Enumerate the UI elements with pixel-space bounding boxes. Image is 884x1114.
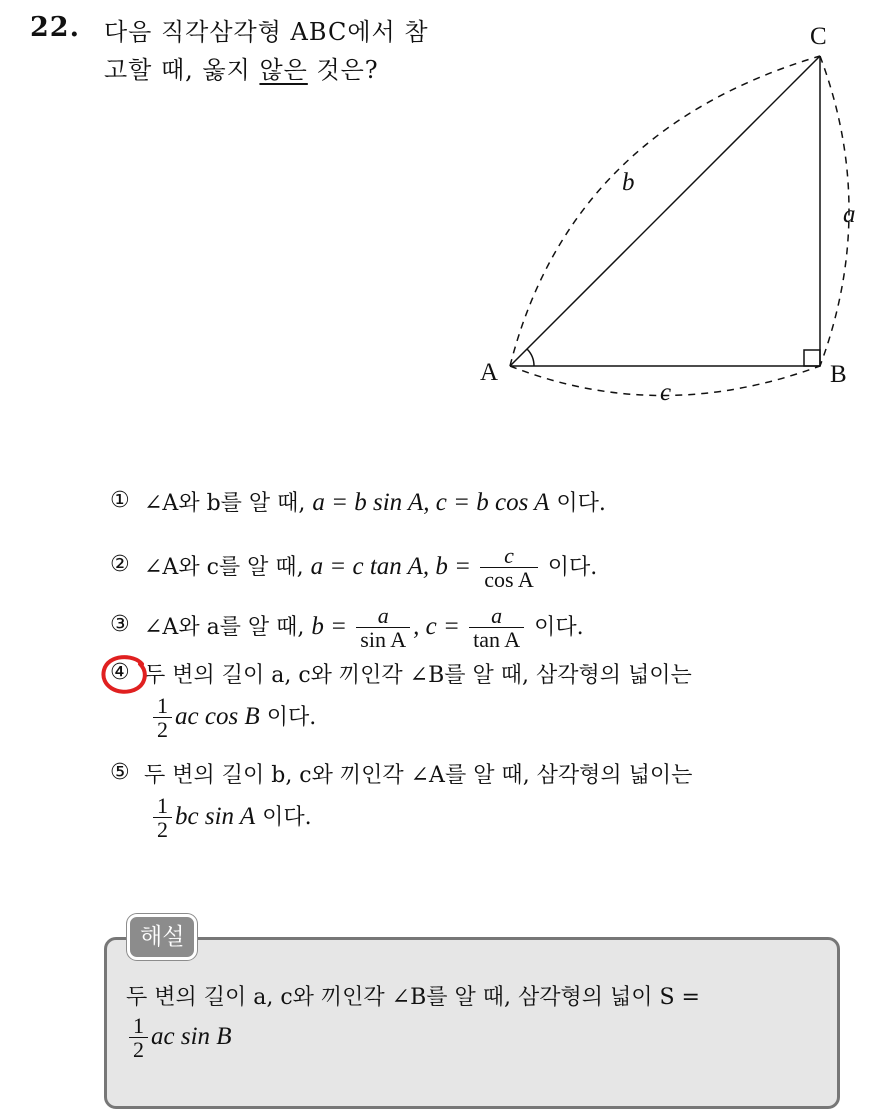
angle-a-arc bbox=[527, 349, 534, 366]
choice-1[interactable]: ① ∠A와 b를 알 때, a = b sin A, c = b cos A 이다. bbox=[110, 488, 606, 516]
question-text-line1: 다음 직각삼각형 ABC에서 참 bbox=[104, 18, 429, 46]
triangle-diagram bbox=[470, 20, 870, 410]
fraction: $\frac{1}{2}$ bbox=[129, 1014, 148, 1062]
fraction: $\frac{1}{2}$ bbox=[153, 694, 172, 742]
side-b-label: b bbox=[622, 169, 635, 196]
choice-5-continuation: $\frac{1}{2}$ bc sin A 이다. bbox=[150, 794, 312, 842]
fraction: $\frac{a}{\text{sin A}}$ bbox=[356, 604, 410, 652]
solution-line2: $\frac{1}{2}$ ac sin B bbox=[126, 1014, 232, 1062]
choice-4[interactable]: ④ 두 변의 길이 a, c와 끼인각 ∠B를 알 때, 삼각형의 넓이는 bbox=[110, 660, 692, 688]
choice-4-continuation: $\frac{1}{2}$ ac cos B 이다. bbox=[150, 694, 316, 742]
vertex-a-label: A bbox=[480, 359, 499, 386]
underlined-word: 않은 bbox=[259, 56, 308, 84]
solution-tag: 해설 bbox=[127, 914, 197, 960]
choice-number: ④ bbox=[110, 660, 130, 685]
choice-5[interactable]: ⑤ 두 변의 길이 b, c와 끼인각 ∠A를 알 때, 삼각형의 넓이는 bbox=[110, 760, 693, 788]
question-text-line2: 고할 때, 옳지 않은 것은? bbox=[104, 56, 379, 84]
choice-2[interactable]: ② ∠A와 c를 알 때, a = c tan A, b = $\frac{c}{\text{cos A}}$ 이다. bbox=[110, 543, 598, 593]
choice-3[interactable]: ③ ∠A와 a를 알 때, b = $\frac{a}{\text{sin A}}$ , c = $\frac{a}{\text{tan A}}$ 이다. bbox=[110, 603, 584, 653]
side-a-label: a bbox=[843, 201, 856, 228]
choice-number: ① bbox=[110, 488, 130, 513]
vertex-c-label: C bbox=[810, 23, 827, 50]
choice-number: ⑤ bbox=[110, 760, 130, 785]
choice-number: ③ bbox=[110, 612, 130, 638]
vertex-b-label: B bbox=[830, 361, 847, 388]
side-ac bbox=[510, 56, 820, 366]
choice-number: ② bbox=[110, 552, 130, 578]
fraction: $\frac{1}{2}$ bbox=[153, 794, 172, 842]
question-number: 22. bbox=[30, 12, 80, 43]
fraction: $\frac{c}{\text{cos A}}$ bbox=[480, 544, 538, 592]
right-angle-marker bbox=[804, 350, 820, 366]
answer-circle-mark bbox=[98, 652, 154, 698]
fraction: $\frac{a}{\text{tan A}}$ bbox=[469, 604, 524, 652]
solution-line1: 두 변의 길이 a, c와 끼인각 ∠B를 알 때, 삼각형의 넓이 S = bbox=[126, 985, 700, 1010]
side-c-label: c bbox=[660, 379, 672, 406]
